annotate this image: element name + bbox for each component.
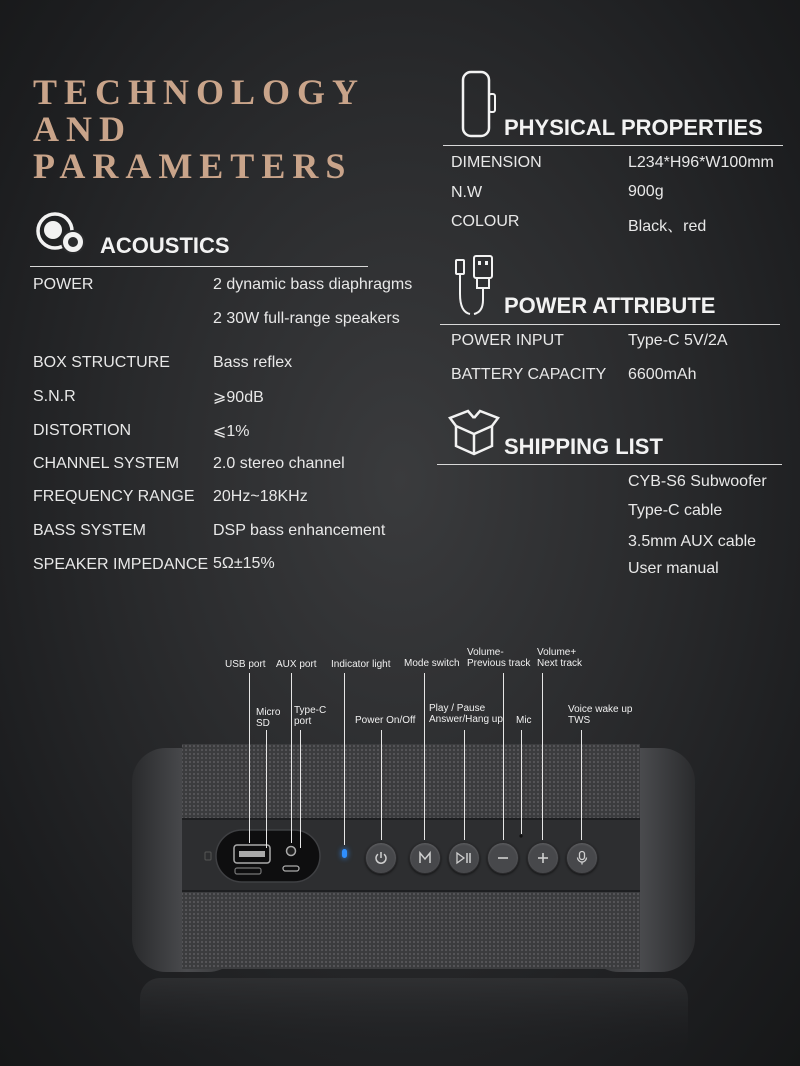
callout-mic: Mic (516, 715, 532, 726)
physical-value-2: Black、red (628, 218, 707, 235)
acoustics-value-2: Bass reflex (213, 354, 293, 371)
acoustics-label-7: BASS SYSTEM (33, 522, 146, 539)
acoustics-label-4: DISTORTION (33, 422, 132, 439)
callout-voice-wake-2: TWS (568, 715, 591, 726)
shipping-heading: SHIPPING LIST (504, 434, 663, 459)
shipping-item-0: CYB-S6 Subwoofer (628, 473, 767, 490)
acoustics-label-3: S.N.R (33, 388, 76, 405)
acoustics-value-8: 5Ω±15% (213, 555, 275, 572)
plus-icon (535, 850, 551, 866)
acoustics-label-5: CHANNEL SYSTEM (33, 455, 180, 472)
acoustics-label-6: FREQUENCY RANGE (33, 488, 195, 505)
title-line-2: AND (33, 109, 132, 149)
power-icon (373, 850, 389, 866)
callout-line-power (381, 730, 382, 840)
acoustics-value-3: ⩾90dB (213, 389, 264, 406)
minus-icon (495, 850, 511, 866)
callout-line-voice (581, 730, 582, 840)
speaker-outline-icon (459, 70, 499, 138)
acoustics-value-7: DSP bass enhancement (213, 522, 386, 539)
acoustics-heading: ACOUSTICS (100, 233, 230, 258)
power-label-1: BATTERY CAPACITY (451, 366, 607, 383)
callout-usb-port: USB port (225, 659, 266, 670)
acoustics-value-6: 20Hz~18KHz (213, 488, 308, 505)
mode-button[interactable] (409, 842, 441, 874)
shipping-item-3: User manual (628, 560, 719, 577)
power-rule (440, 324, 780, 325)
volume-up-button[interactable] (527, 842, 559, 874)
callout-type-c-2: port (294, 716, 312, 727)
volume-down-button[interactable] (487, 842, 519, 874)
physical-value-0: L234*H96*W100mm (628, 154, 774, 171)
callout-volume-minus-1: Volume- (467, 647, 504, 658)
power-value-0: Type-C 5V/2A (628, 332, 728, 349)
callout-power-onoff: Power On/Off (355, 715, 416, 726)
callout-line-usb (249, 673, 250, 843)
physical-value-1: 900g (628, 183, 664, 200)
callout-type-c-1: Type-C (294, 705, 327, 716)
power-button[interactable] (365, 842, 397, 874)
usb-cable-icon (448, 252, 500, 320)
play-pause-icon (455, 850, 473, 866)
callout-indicator-light: Indicator light (331, 659, 391, 670)
power-value-1: 6600mAh (628, 366, 697, 383)
callout-voice-wake-1: Voice wake up (568, 704, 633, 715)
physical-label-0: DIMENSION (451, 154, 542, 171)
callout-volume-plus-2: Next track (537, 658, 583, 669)
callout-volume-minus-2: Previous track (467, 658, 531, 669)
acoustics-value-1: 2 30W full-range speakers (213, 310, 400, 327)
callout-line-mode (424, 673, 425, 840)
acoustics-rule (30, 266, 368, 267)
callout-play-pause-2: Answer/Hang up (429, 714, 503, 725)
callout-line-play (464, 730, 465, 840)
callout-line-indicator (344, 673, 345, 845)
callout-line-typec (300, 730, 301, 848)
callout-line-mic (521, 730, 522, 834)
shipping-item-2: 3.5mm AUX cable (628, 533, 757, 550)
callout-volume-plus-1: Volume+ (537, 647, 577, 658)
acoustics-value-0: 2 dynamic bass diaphragms (213, 276, 413, 293)
shipping-rule (437, 464, 782, 465)
power-heading: POWER ATTRIBUTE (504, 293, 716, 318)
physical-heading: PHYSICAL PROPERTIES (504, 115, 763, 140)
callout-line-aux (291, 673, 292, 843)
acoustics-label-0: POWER (33, 276, 94, 293)
open-box-icon (448, 408, 500, 458)
microphone-icon (574, 850, 590, 866)
indicator-light (342, 849, 347, 858)
speaker-circles-icon (34, 210, 90, 256)
callout-micro-sd-1: Micro (256, 707, 281, 718)
callout-line-volume-plus (542, 673, 543, 840)
acoustics-label-8: SPEAKER IMPEDANCE (33, 556, 209, 573)
shipping-item-1: Type-C cable (628, 502, 723, 519)
title-line-3: PARAMETERS (33, 146, 353, 186)
acoustics-label-2: BOX STRUCTURE (33, 354, 170, 371)
title-line-1: TECHNOLOGY (33, 72, 366, 112)
physical-label-1: N.W (451, 184, 483, 201)
callout-aux-port: AUX port (276, 659, 317, 670)
play-pause-button[interactable] (448, 842, 480, 874)
callout-line-microsd (266, 730, 267, 848)
callout-play-pause-1: Play / Pause (429, 703, 486, 714)
power-label-0: POWER INPUT (451, 332, 564, 349)
callout-mode-switch: Mode switch (404, 658, 460, 669)
callout-line-volume-minus (503, 673, 504, 840)
speaker-product-image (0, 700, 800, 1066)
acoustics-value-5: 2.0 stereo channel (213, 455, 345, 472)
callout-micro-sd-2: SD (256, 718, 270, 729)
voice-button[interactable] (566, 842, 598, 874)
acoustics-value-4: ⩽1% (213, 423, 250, 440)
physical-rule (443, 145, 783, 146)
physical-label-2: COLOUR (451, 213, 520, 230)
mode-m-icon (417, 850, 433, 866)
